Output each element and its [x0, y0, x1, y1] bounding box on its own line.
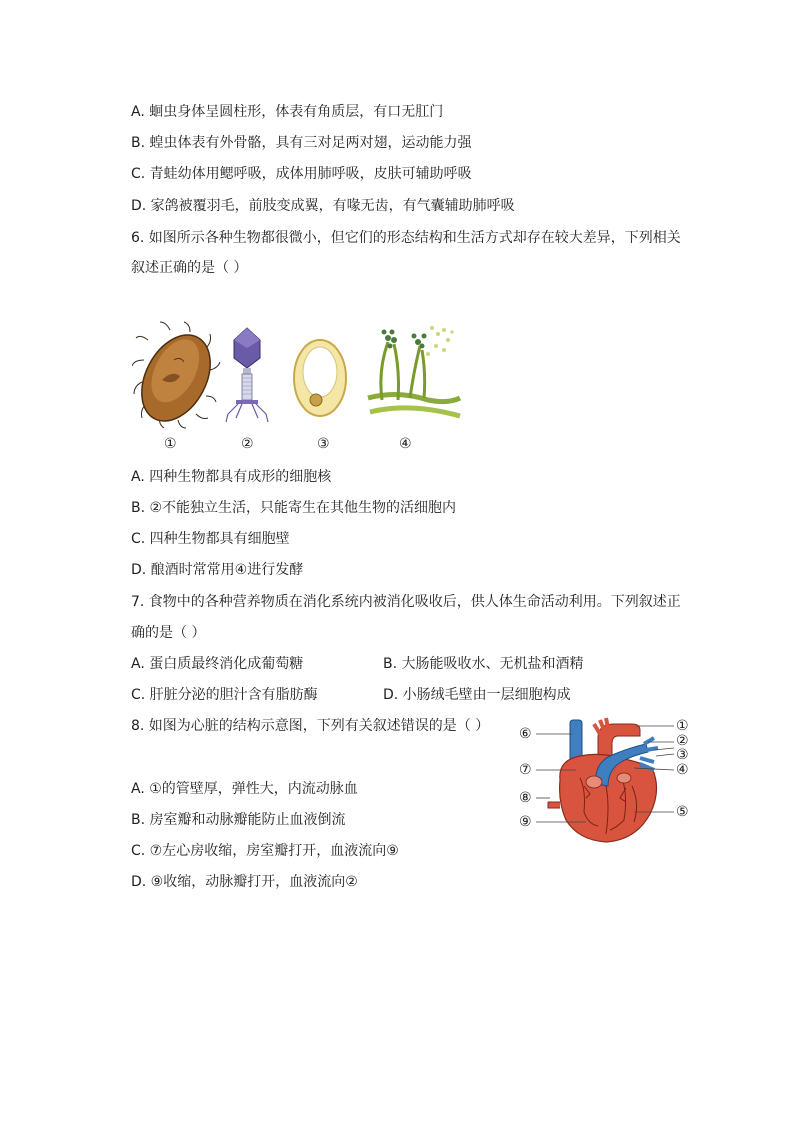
q7-option-c: C. 肝脏分泌的胆汁含有脂肪酶: [131, 687, 318, 703]
q8-option-c: C. ⑦左心房收缩，房室瓣打开，血液流向⑨: [131, 843, 399, 859]
q6-option-c: C. 四种生物都具有细胞壁: [131, 531, 290, 547]
q6-stem-line2: 叙述正确的是（ ）: [131, 260, 248, 276]
q6-label-4: ④: [399, 436, 412, 452]
q7-stem-line1: 7. 食物中的各种营养物质在消化系统内被消化吸收后，供人体生命活动利用。下列叙述正: [131, 594, 681, 610]
heart-label-9: ⑨: [519, 814, 532, 830]
q7-stem-line2: 确的是（ ）: [131, 625, 206, 641]
penicillium-mold-image: [368, 326, 460, 416]
heart-label-3: ③: [676, 747, 689, 763]
q5-option-d: D. 家鸽被覆羽毛，前肢变成翼，有喙无齿，有气囊辅助肺呼吸: [131, 198, 515, 214]
heart-label-1: ①: [676, 718, 689, 734]
bacterium-image: [132, 322, 224, 433]
q6-option-b: B. ②不能独立生活，只能寄生在其他生物的活细胞内: [131, 500, 457, 516]
q7-option-d: D. 小肠绒毛壁由一层细胞构成: [383, 687, 571, 703]
q6-label-3: ③: [317, 436, 330, 452]
q8-stem: 8. 如图为心脏的结构示意图，下列有关叙述错误的是（ ）: [131, 718, 490, 734]
heart-label-7: ⑦: [519, 762, 532, 778]
q6-option-a: A. 四种生物都具有成形的细胞核: [131, 469, 332, 485]
q8-option-b: B. 房室瓣和动脉瓣能防止血液倒流: [131, 812, 346, 828]
heart-label-5: ⑤: [676, 804, 689, 820]
q6-label-1: ①: [164, 436, 177, 452]
q6-stem-line1: 6. 如图所示各种生物都很微小，但它们的形态结构和生活方式却存在较大差异，下列相关: [131, 230, 681, 246]
q6-label-2: ②: [241, 436, 254, 452]
heart-label-6: ⑥: [519, 726, 532, 742]
q7-option-a: A. 蛋白质最终消化成葡萄糖: [131, 656, 304, 672]
q8-option-a: A. ①的管壁厚，弹性大，内流动脉血: [131, 781, 358, 797]
q7-option-b: B. 大肠能吸收水、无机盐和酒精: [383, 656, 584, 672]
heart-diagram: [536, 716, 696, 846]
yeast-cell-image: [294, 340, 346, 416]
q5-option-b: B. 蝗虫体表有外骨骼，具有三对足两对翅，运动能力强: [131, 135, 472, 151]
q5-option-a: A. 蛔虫身体呈圆柱形，体表有角质层，有口无肛门: [131, 104, 444, 120]
q6-option-d: D. 酿酒时常常用④进行发酵: [131, 562, 304, 578]
q8-option-d: D. ⑨收缩，动脉瓣打开，血液流向②: [131, 874, 358, 890]
heart-label-8: ⑧: [519, 790, 532, 806]
q6-organisms-figure: [132, 320, 462, 435]
bacteriophage-image: [226, 328, 268, 422]
heart-label-2: ②: [676, 733, 689, 749]
q5-option-c: C. 青蛙幼体用鳃呼吸，成体用肺呼吸，皮肤可辅助呼吸: [131, 166, 472, 182]
heart-label-4: ④: [676, 762, 689, 778]
